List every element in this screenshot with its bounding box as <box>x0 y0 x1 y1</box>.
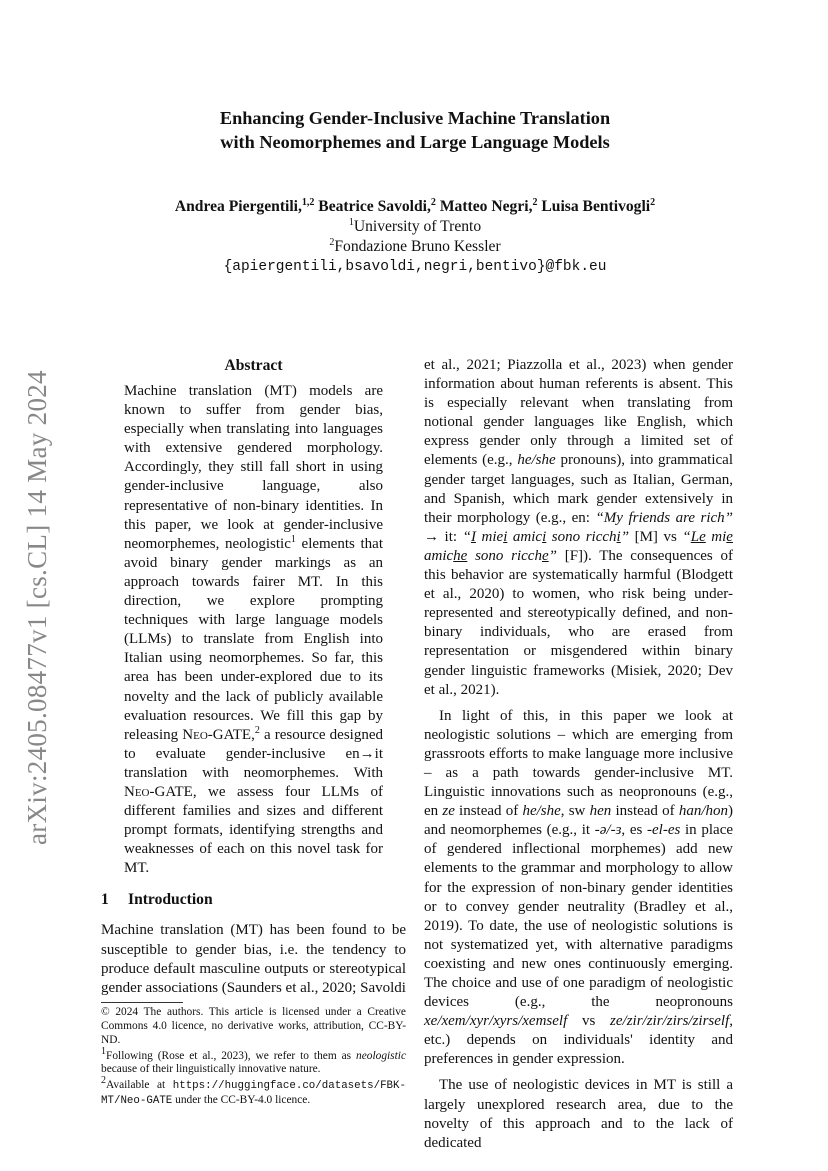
footnote-2-number: 2 <box>101 1075 106 1087</box>
text: , sw <box>560 803 590 820</box>
dataset-link[interactable]: https://huggingface.co/datasets/FBK-MT/Neo-GATE <box>101 1080 406 1108</box>
morpheme: e <box>541 547 549 564</box>
text: ) and neomorphemes (e.g., it <box>424 803 733 839</box>
author-names <box>100 197 730 217</box>
text: , es <box>621 822 648 839</box>
affiliation-2-mark: 2 <box>329 236 335 248</box>
pronoun: he/she <box>522 803 561 820</box>
affiliation-1-mark: 1 <box>348 216 354 228</box>
text: instead of <box>611 803 679 820</box>
author-2-affiliation-mark: 2 <box>430 196 436 208</box>
author-block <box>100 197 730 277</box>
section-title: Introduction <box>128 891 213 909</box>
author-4-affiliation-mark: 2 <box>650 196 656 208</box>
neopronoun: ze <box>442 803 455 820</box>
text: In light of this, in this paper we look at neologistic solutions – which are emerging from grassroots efforts to make language more inclusive – as a path towards gender-inclusive MT. Linguistic innovations such as neopronouns (e.g., en <box>424 707 733 820</box>
text: [F]). The consequences of this behavior are systematically harmful (Blodgett et al., 2020) to women, who risk being under-represented and stereotypically defined, and non-binary individuals, who are erased from representation or misgendered within binary gender linguistic frameworks (Misiek, 2020; Dev et al., 2021). <box>424 547 733 698</box>
text: ” <box>620 528 630 545</box>
footnote-divider <box>101 1002 183 1003</box>
author-2: Beatrice Savoldi, <box>314 198 431 215</box>
text: sono ricch <box>467 547 542 564</box>
intro-paragraph-continued <box>424 356 733 700</box>
footnote-1 <box>101 1045 406 1078</box>
neomorpheme: -el-es <box>647 822 681 839</box>
morpheme: I <box>470 528 476 545</box>
abstract-text-part-1: Machine translation (MT) models are known to suffer from gender bias, especially when translating into languages with extensive gendered morphology. Accordingly, they still fall short in using gender-inclusive language, also representative of non-binary identities. In this paper, we look at gender-inclusive neomorphemes, neologistic <box>124 383 383 552</box>
morpheme: i <box>542 528 547 545</box>
abstract-text-part-3: a resource designed to evaluate gender-inclusive en→it translation with neomorphemes. With <box>124 726 383 781</box>
text: pronouns), into grammatical gender target languages, such as Italian, German, and Spanish, which mark gender extensively in their morphology (e.g., en: <box>424 452 733 526</box>
abstract-text-part-2: elements that avoid binary gender markings as an approach towards fairer MT. In this direction, we explore prompting techniques with large language models (LLMs) to translate from English into Italian using neomorphemes. So far, this area has been under-explored due to its novelty and the lack of publicly available evaluation resources. We fill this gap by releasing <box>124 535 383 743</box>
affiliation-2 <box>100 237 730 257</box>
title-line-1: Enhancing Gender-Inclusive Machine Translation <box>219 108 611 128</box>
affiliation-1-name: University of Trento <box>353 218 482 235</box>
morpheme: Le <box>690 528 706 545</box>
arxiv-identifier-stamp: arXiv:2405.08477v1 [cs.CL] 14 May 2024 <box>22 370 52 845</box>
text: “ <box>682 528 691 545</box>
right-column <box>424 356 733 1153</box>
text: et al., 2021; Piazzolla et al., 2023) when gender information about human referents is absent. This is especially relevant when translating from notional gender languages like English, which express gender only through a limited set of elements (e.g., <box>424 357 733 469</box>
author-4: Luisa Bentivogli <box>537 198 651 215</box>
text: “ <box>462 528 471 545</box>
footnote-2-text-a: Available at <box>106 1079 173 1092</box>
pronoun: han/hon <box>678 803 728 820</box>
neo-gate-name: Neo-GATE <box>182 726 252 743</box>
license-footnote: © 2024 The authors. This article is licensed under a Creative Commons 4.0 licence, no derivative works, attribution, CC-BY-ND. <box>101 1005 406 1046</box>
text: sono ricch <box>546 528 617 545</box>
text: ” <box>548 547 557 564</box>
author-3-affiliation-mark: 2 <box>532 196 538 208</box>
text: , etc.) depends on individuals' identity and preferences in gender expression. <box>424 1013 733 1068</box>
morpheme: he <box>453 547 468 564</box>
footnote-1-text-a: Following (Rose et al., 2023), we refer to them as <box>106 1049 357 1062</box>
example-pronouns: he/she <box>517 452 556 469</box>
affiliation-1 <box>100 217 730 237</box>
neo-gate-name-2: Neo-GATE <box>124 783 193 800</box>
section-number: 1 <box>101 891 109 909</box>
text: amic <box>424 547 454 564</box>
neopronoun-set: ze/zir/zir/zirs/zirself <box>610 1013 730 1030</box>
text: → it: <box>424 528 463 545</box>
english-example: “My friends are rich” <box>595 509 734 526</box>
affiliation-2-name: Fondazione Bruno Kessler <box>334 238 501 255</box>
abstract-text: Machine translation (MT) models are known to suffer from gender bias, especially when translating into languages with extensive gendered morphology. Accordingly, they still fall short in using gender-inclusive language, also representative of non-binary identities. In this paper, we look at gender-inclusive neomorphemes, neologistic$^1$ elements that avoid binary gender markings as an approach towards fairer MT. In this direction, we explore prompting techniques with large language models (LLMs) to translate from English into Italian using neomorphemes. So far, this area has been under-explored due to its novelty and the lack of publicly available evaluation resources. We fill this gap by releasing Neo-GATE,$^2$ a resource designed to evaluate gender-inclusive en→it translation with neomorphemes. With Neo-GATE, we assess four LLMs of different families and sizes and different prompt formats, identifying strengths and weaknesses of each on this novel task for MT. <box>124 383 383 877</box>
author-1-affiliation-mark: 1,2 <box>301 196 315 208</box>
neopronoun-set: xe/xem/xyr/xyrs/xemself <box>424 1013 568 1030</box>
italian-masculine-example <box>463 529 629 545</box>
neopronoun: hen <box>589 803 612 820</box>
introduction-heading <box>101 890 406 910</box>
introduction-paragraph-1: Machine translation (MT) has been found to be susceptible to gender bias, i.e. the tendency to produce default masculine outputs or stereotypical gender associations (Saunders et al., 2020; Savoldi <box>101 922 406 996</box>
left-column <box>101 356 406 1111</box>
paper-title <box>100 106 730 154</box>
morpheme: e <box>726 528 733 545</box>
text: mie <box>475 528 504 545</box>
author-3: Matteo Negri, <box>435 198 533 215</box>
text: mi <box>705 528 727 545</box>
author-emails: {apiergentili,bsavoldi,negri,bentivo}@fbk.eu <box>223 259 607 275</box>
footnote-1-number: 1 <box>101 1045 106 1057</box>
text: vs <box>567 1013 611 1030</box>
intro-paragraph-3: The use of neologistic devices in MT is still a largely unexplored research area, due to the novelty of this approach and to the lack of dedicated <box>424 1077 733 1151</box>
neomorpheme: -ə/-ɜ <box>594 822 622 839</box>
text: [M] vs <box>629 528 683 545</box>
footnote-1-text-b: because of their linguistically innovative nature. <box>101 1063 321 1076</box>
morpheme: i <box>616 528 621 545</box>
footnote-1-emphasis: neologistic <box>356 1049 406 1062</box>
intro-paragraph-2 <box>424 707 733 1070</box>
text: instead of <box>454 803 523 820</box>
abstract-text-part-4: , we assess four LLMs of different families and sizes and different prompt formats, identifying strengths and weaknesses of each on this novel task for MT. <box>124 783 383 877</box>
text: in place of gendered inflectional morphemes) add new elements to the grammar and morphology to allow for the expression of non-binary gender identities or to convey gender neutrality (Bradley et al., 2019). To date, the use of neologistic solutions is not systematized yet, with alternative paradigms coexisting and new ones continuously emerging. The choice and use of one paradigm of neologistic devices (e.g., the neopronouns <box>424 822 734 1011</box>
title-line-2: with Neomorphemes and Large Language Models <box>220 132 610 152</box>
footnote-2-text-b: under the CC-BY-4.0 licence. <box>172 1094 311 1107</box>
abstract-heading: Abstract <box>224 357 283 374</box>
text: amic <box>507 528 543 545</box>
footnote-1-marker: 1 <box>290 533 296 545</box>
footnote-2-marker: 2 <box>254 724 260 736</box>
author-1: Andrea Piergentili, <box>174 198 302 215</box>
morpheme: i <box>503 528 508 545</box>
footnote-2 <box>101 1075 406 1109</box>
